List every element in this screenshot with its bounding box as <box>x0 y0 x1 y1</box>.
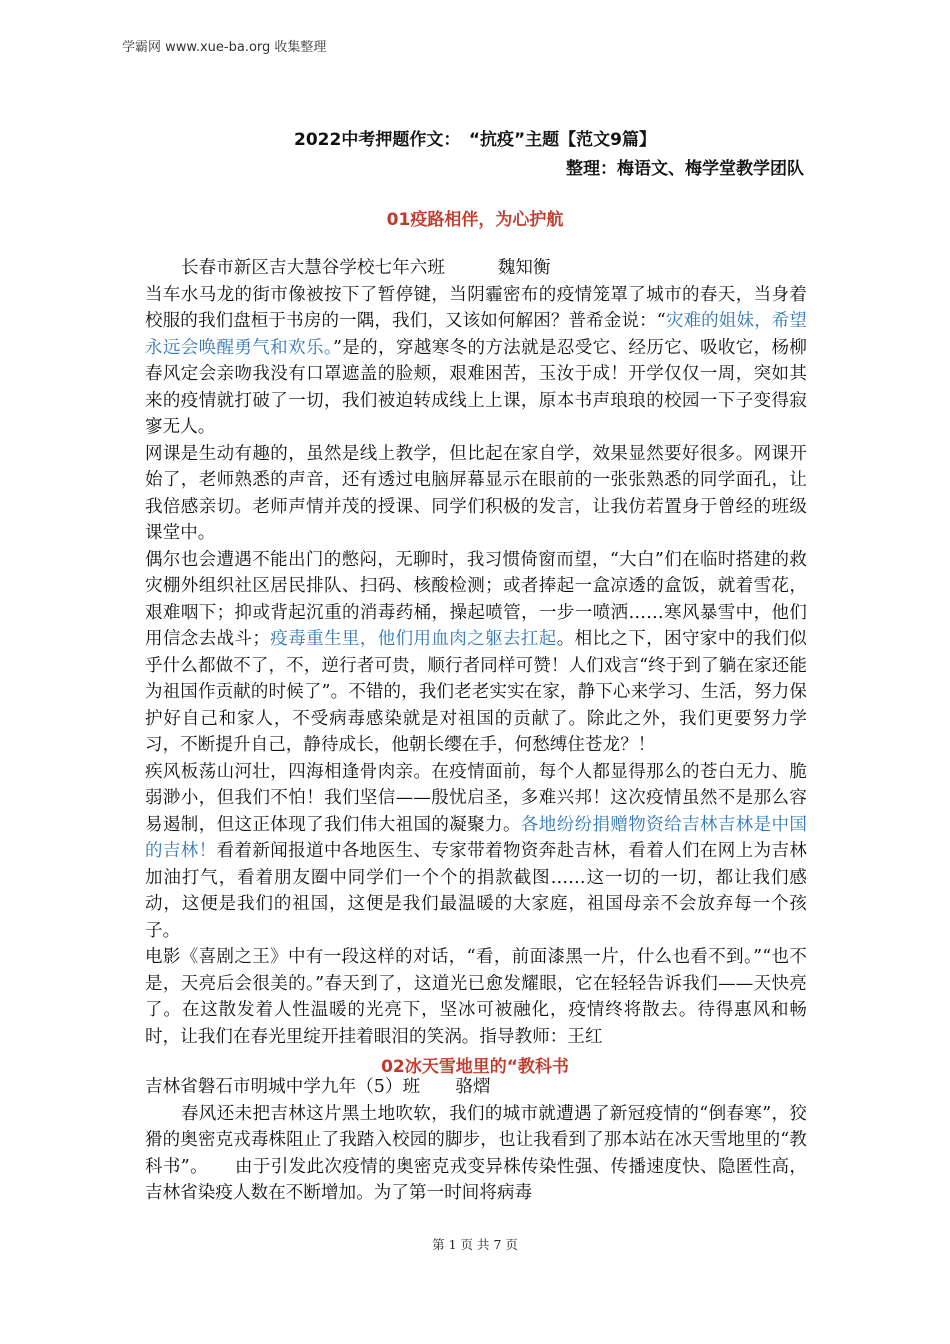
highlighted-quote: 疫毒重生里，他们用血肉之躯去扛起 <box>270 629 557 649</box>
source-header: 学霸网 www.xue-ba.org 收集整理 <box>122 40 327 55</box>
text-span: 疾风板荡山河壮，四海相逢骨肉亲。在疫情面前，每个人都显得那么的苍白无力、脆弱渺小，但我们不怕！我们坚信——殷忧启圣，多难兴邦！这次疫情虽然不是那么容易遏制，但这正体现了我们伟大祖国的凝聚力。 <box>145 761 807 835</box>
section1-paragraph-3 <box>145 547 807 759</box>
section1-byline: 长春市新区吉大慧谷学校七年六班 魏知衡 <box>181 258 551 278</box>
section1-body <box>145 255 807 1050</box>
text-span: 。相比之下，困守家中的我们似乎什么都做不了，不，逆行者可贵，顺行者同样可赞！人们戏言“终于到了躺在家还能为祖国作贡献的时候了”。不错的，我们老老实实在家，静下心来学习、生活，努力保护好自己和家人，不受病毒感染就是对祖国的贡献了。除此之外，我们更要努力学习，不断提升自己，静待成长，他朝长缨在手，何愁缚住苍龙？！ <box>145 629 807 755</box>
document-title: 2022中考押题作文： “抗疫”主题【范文9篇】 <box>294 130 656 150</box>
highlighted-quote: 灾难的姐妹，希望永远会唤醒勇气和欢乐。 <box>145 311 807 358</box>
section1-paragraph-5: 电影《喜剧之王》中有一段这样的对话，“看，前面漆黑一片，什么也看不到。”“也不是，天亮后会很美的。”春天到了，这道光已愈发耀眼，它在轻轻告诉我们——天快亮了。在这散发着人性温暖的光亮下，坚冰可被融化，疫情终将散去。待得惠风和畅时，让我们在春光里绽开挂着眼泪的笑涡。指导教师：王红 <box>145 947 807 1047</box>
text-span: 看着新闻报道中各地医生、专家带着物资奔赴吉林，看着人们在网上为吉林加油打气，看着朋友圈中同学们一个个的捐款截图……这一切的一切，都让我们感动，这便是我们的祖国，这便是我们最温暖的大家庭，祖国母亲不会放弃每一个孩子。 <box>145 841 807 941</box>
section2-body <box>145 1074 807 1207</box>
section1-title: 01疫路相伴，为心护航 <box>386 210 564 230</box>
section1-paragraph-4 <box>145 759 807 945</box>
highlighted-quote: 各地纷纷捐赠物资给吉林吉林是中国的吉林！ <box>145 814 807 861</box>
text-span: ”是的，穿越寒冬的方法就是忍受它、经历它、吸收它，杨柳春风定会亲吻我没有口罩遮盖的脸颊，艰难困苦，玉汝于成！开学仅仅一周，突如其来的疫情就打破了一切，我们被迫转成线上上课，原本书声琅琅的校园一下子变得寂寥无人。 <box>145 337 807 437</box>
document-subtitle: 整理：梅语文、梅学堂教学团队 <box>566 159 804 179</box>
section2-title: 02冰天雪地里的“教科书 <box>381 1057 569 1077</box>
section2-paragraph-1: 春风还未把吉林这片黑土地吹软，我们的城市就遭遇了新冠疫情的“倒春寒”，狡猾的奥密克戎毒株阻止了我踏入校园的脚步，也让我看到了那本站在冰天雪地里的“教科书”。 由于引发此次疫情的奥密克戎变异株传染性强、传播速度快、隐匿性高，吉林省染疫人数在不断增加。为了第一时间将病毒 <box>145 1103 807 1203</box>
text-span: 当车水马龙的街市像被按下了暂停键，当阴霾密布的疫情笼罩了城市的春天，当身着校服的我们盘桓于书房的一隅，我们，又该如何解困？普希金说：“ <box>145 284 807 331</box>
text-span: 偶尔也会遭遇不能出门的憋闷，无聊时，我习惯倚窗而望，“大白”们在临时搭建的救灾棚外组织社区居民排队、扫码、核酸检测；或者捧起一盒凉透的盒饭，就着雪花，艰难咽下；抑或背起沉重的消毒药桶，操起喷管，一步一喷洒……寒风暴雪中，他们用信念去战斗； <box>145 549 807 649</box>
page-number: 第 1 页 共 7 页 <box>432 1237 518 1252</box>
section1-paragraph-2: 网课是生动有趣的，虽然是线上教学，但比起在家自学，效果显然要好很多。网课开始了，老师熟悉的声音，还有透过电脑屏幕显示在眼前的一张张熟悉的同学面孔，让我倍感亲切。老师声情并茂的授课、同学们积极的发言，让我仿若置身于曾经的班级课堂中。 <box>145 443 807 543</box>
section1-paragraph-1 <box>145 282 807 441</box>
section2-byline: 吉林省磐石市明城中学九年（5）班 骆熠 <box>145 1077 491 1097</box>
